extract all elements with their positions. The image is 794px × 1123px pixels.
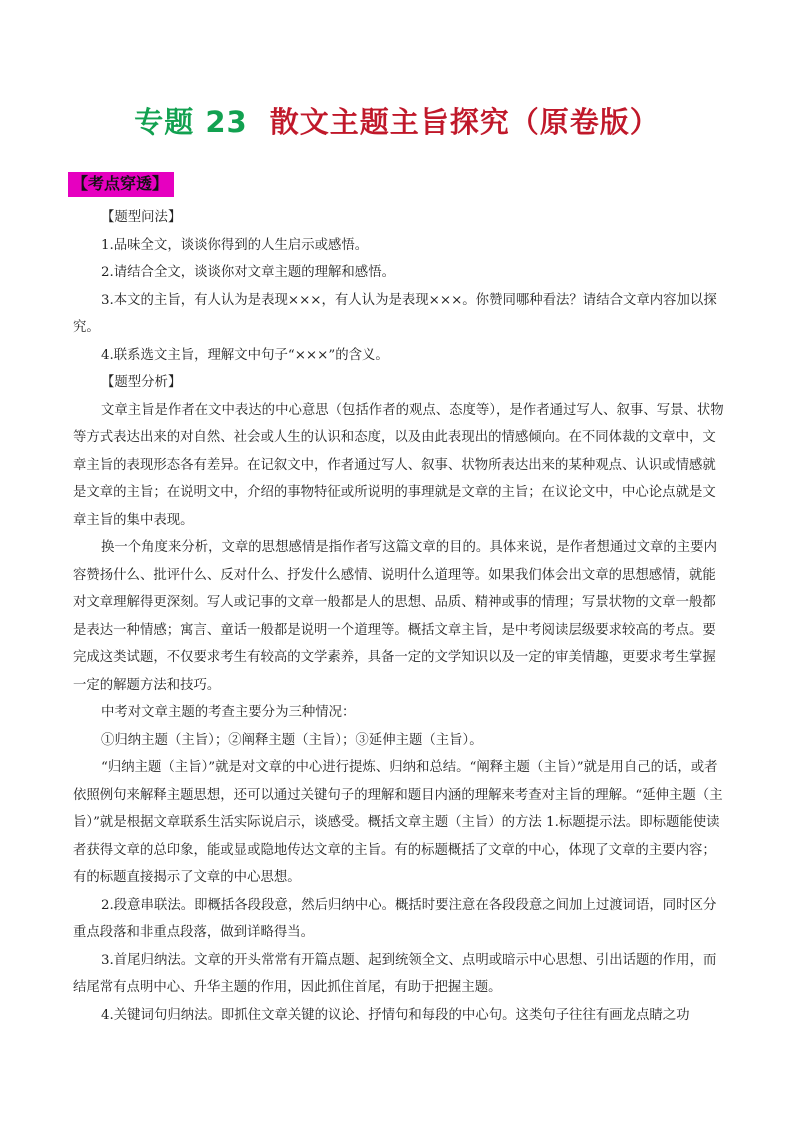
method-paragraph: 2.段意串联法。即概括各段段意，然后归纳中心。概括时要注意在各段段意之间加上过渡词语，同时区分重点段落和非重点段落，做到详略得当。 [73, 897, 717, 940]
body-paragraph: “归纳主题（主旨）”就是对文章的中心进行提炼、归纳和总结。“阐释主题（主旨）”就是用自己的话，或者依照例句来解释主题思想，还可以通过关键句子的理解和题目内涵的理解来考查对主旨的理解。“延伸主题（主旨）”就是根据文章联系生活实际说启示，谈感受。概括文章主题（主旨）的方法 1.标题提示法。即标题能使读者获得文章的总印象，能或显或隐地传达文章的主旨。有的标题概括了文章的中心，体现了文章的主要内容；有的标题直接揭示了文章的中心思想。 [73, 760, 723, 885]
question-item-1: 1.品味全文，谈谈你得到的人生启示或感悟。 [101, 237, 369, 253]
section-badge: 【考点穿透】 [68, 172, 174, 197]
title-prefix: 专题 23 [134, 105, 248, 139]
question-item-4: 4.联系选文主旨，理解文中句子“×××”的含义。 [101, 347, 389, 363]
body-paragraph: 文章主旨是作者在文中表达的中心意思（包括作者的观点、态度等），是作者通过写人、叙事、写景、状物等方式表达出来的对自然、社会或人生的认识和态度，以及由此表现出的情感倾向。在不同体裁的文章中，文章主旨的表现形态各有差异。在记叙文中，作者通过写人、叙事、状物所表达出来的某种观点、认识或情感就是文章的主旨；在说明文中，介绍的事物特征或所说明的事理就是文章的主旨；在议论文中，中心论点就是文章主旨的集中表现。 [73, 402, 724, 528]
method-paragraph: 4.关键词句归纳法。即抓住文章关键的议论、抒情句和每段的中心句。这类句子往往有画龙点睛之功 [101, 1007, 690, 1023]
document-title [0, 100, 794, 141]
method-paragraph: 3.首尾归纳法。文章的开头常常有开篇点题、起到统领全文、点明或暗示中心思想、引出话题的作用，而结尾常有点明中心、升华主题的作用，因此抓住首尾，有助于把握主题。 [73, 952, 717, 995]
question-item-2: 2.请结合全文，谈谈你对文章主题的理解和感悟。 [101, 265, 395, 280]
question-item-3: 3.本文的主旨，有人认为是表现×××，有人认为是表现×××。你赞同哪种看法？请结合文章内容加以探究。 [73, 292, 717, 335]
subheading-question-types: 【题型问法】 [101, 210, 182, 225]
body-paragraph: 中考对文章主题的考查主要分为三种情况： [101, 705, 356, 720]
body-paragraph: 换一个角度来分析，文章的思想感情是指作者写这篇文章的目的。具体来说，是作者想通过文章的主要内容赞扬什么、批评什么、反对什么、抒发什么感情、说明什么道理等。如果我们体会出文章的思想感情，就能对文章理解得更深刻。写人或记事的文章一般都是人的思想、品质、精神或事的情理；写景状物的文章一般都是表达一种情感；寓言、童话一般都是说明一个道理等。概括文章主旨，是中考阅读层级要求较高的考点。要完成这类试题，不仅要求考生有较高的文学素养，具备一定的文学知识以及一定的审美情趣，更要求考生掌握一定的解题方法和技巧。 [73, 540, 717, 693]
body-paragraph: ①归纳主题（主旨）；②阐释主题（主旨）；③延伸主题（主旨）。 [101, 732, 483, 748]
subheading-analysis: 【题型分析】 [101, 375, 182, 390]
title-main: 散文主题主旨探究（原卷版） [269, 105, 660, 139]
document-body [73, 204, 725, 1029]
